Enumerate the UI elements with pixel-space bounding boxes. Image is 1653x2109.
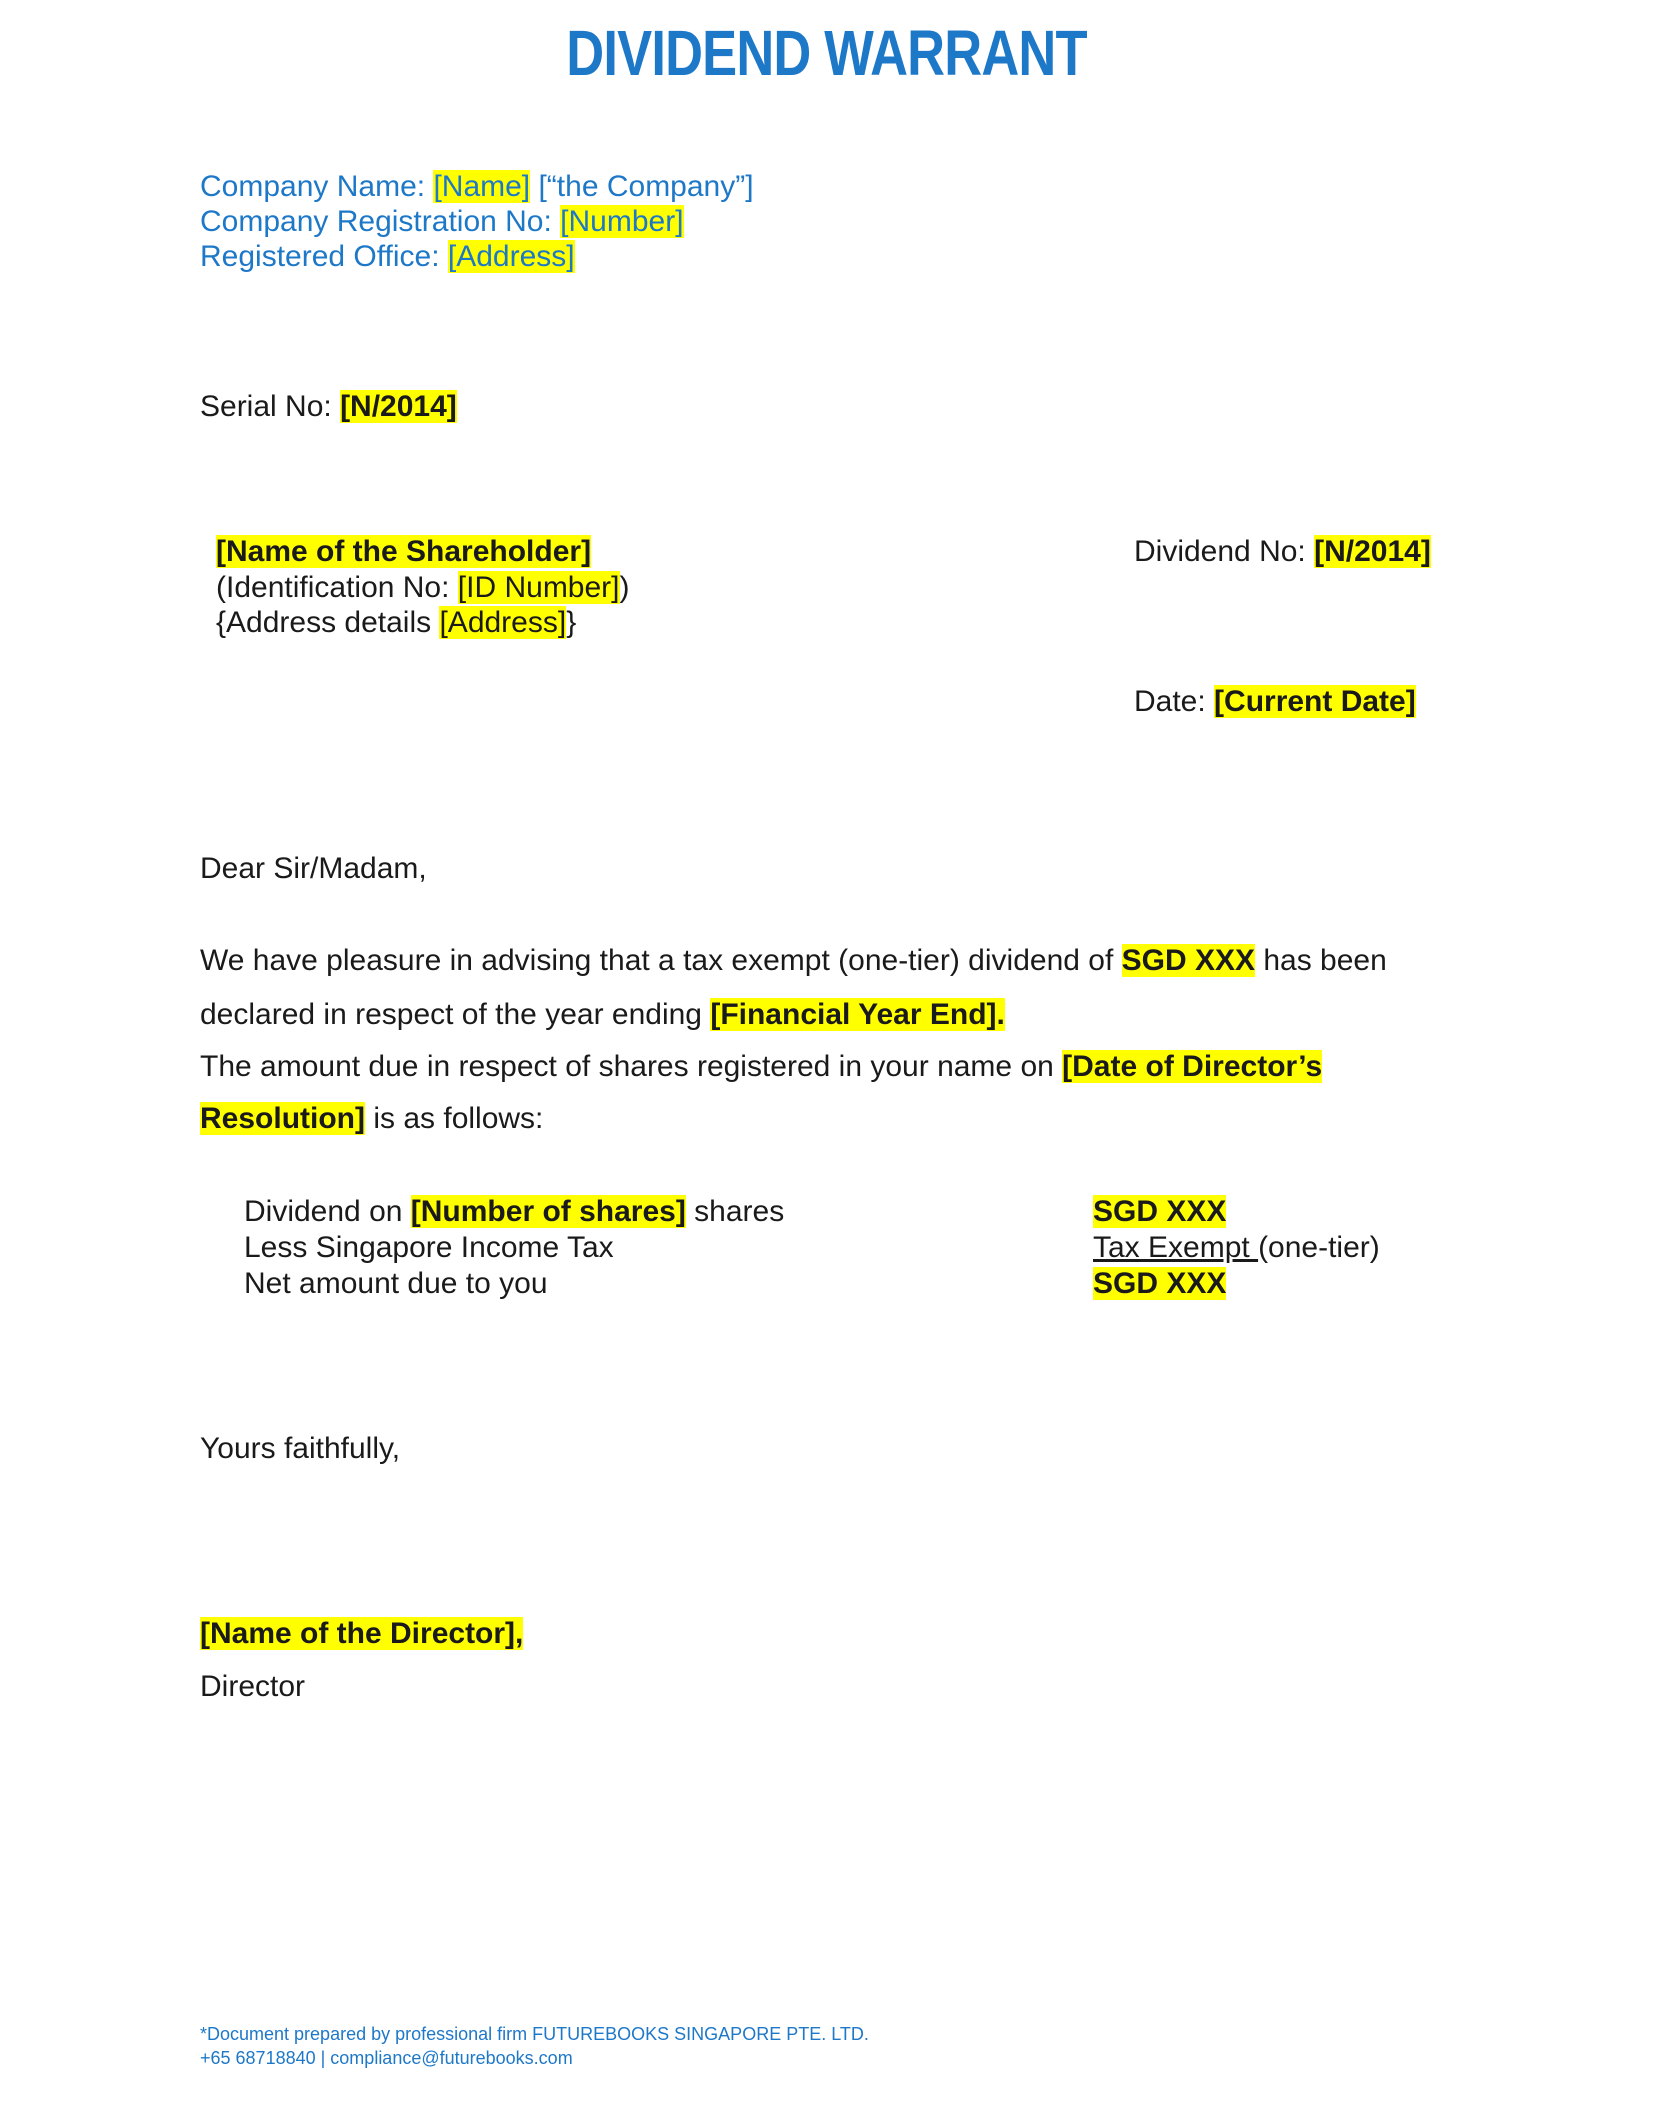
company-office-line bbox=[200, 240, 575, 274]
date-line bbox=[1134, 685, 1416, 719]
resolution-date-part2: Resolution] bbox=[200, 1102, 365, 1135]
company-office-label: Registered Office: bbox=[200, 240, 448, 273]
company-name-label: Company Name: bbox=[200, 170, 434, 203]
paragraph-line-2: declared in respect of the year ending [Financial Year End]. bbox=[200, 998, 1005, 1031]
company-reg-value: [Number] bbox=[560, 205, 684, 238]
financial-year-end: [Financial Year End]. bbox=[710, 998, 1005, 1031]
dividend-no-line bbox=[1134, 535, 1431, 569]
company-reg-line bbox=[200, 205, 684, 239]
dividend-no-label: Dividend No: bbox=[1134, 535, 1315, 568]
shareholder-id-line: (Identification No: [ID Number]) bbox=[216, 571, 630, 604]
footer-line-1: *Document prepared by professional firm FUTUREBOOKS SINGAPORE PTE. LTD. bbox=[200, 2024, 869, 2044]
company-name-suffix: [“the Company”] bbox=[530, 170, 754, 203]
company-name-line bbox=[200, 170, 754, 204]
document-title: DIVIDEND WARRANT bbox=[566, 17, 1087, 89]
serial-label: Serial No: bbox=[200, 390, 341, 423]
table-amount-tax: Tax Exempt (one-tier) bbox=[1093, 1231, 1380, 1264]
shareholder-name: [Name of the Shareholder] bbox=[216, 535, 592, 568]
table-row-tax: Less Singapore Income Tax bbox=[244, 1231, 614, 1264]
footer bbox=[200, 2022, 869, 2070]
salutation: Dear Sir/Madam, bbox=[200, 852, 427, 885]
paragraph-line-4: Resolution] is as follows: bbox=[200, 1102, 544, 1135]
company-name-value: [Name] bbox=[433, 170, 531, 203]
shareholder-address-value: [Address] bbox=[439, 606, 567, 639]
date-value: [Current Date] bbox=[1214, 685, 1416, 718]
company-reg-label: Company Registration No: bbox=[200, 205, 561, 238]
resolution-date-part1: [Date of Director’s bbox=[1062, 1050, 1323, 1083]
table-amount-net: SGD XXX bbox=[1093, 1267, 1227, 1300]
table-amount-dividend: SGD XXX bbox=[1093, 1195, 1227, 1228]
table-row-dividend: Dividend on [Number of shares] shares bbox=[244, 1195, 785, 1228]
table-row-net: Net amount due to you bbox=[244, 1267, 548, 1300]
dividend-no-value: [N/2014] bbox=[1314, 535, 1431, 568]
number-of-shares: [Number of shares] bbox=[410, 1195, 686, 1228]
footer-line-2: +65 68718840 | compliance@futurebooks.com bbox=[200, 2048, 573, 2068]
closing: Yours faithfully, bbox=[200, 1432, 401, 1465]
paragraph-line-3: The amount due in respect of shares registered in your name on [Date of Director’s bbox=[200, 1050, 1323, 1083]
director-title: Director bbox=[200, 1670, 306, 1703]
company-office-value: [Address] bbox=[447, 240, 575, 273]
director-name: [Name of the Director], bbox=[200, 1617, 524, 1650]
paragraph-line-1: We have pleasure in advising that a tax exempt (one-tier) dividend of SGD XXX has been bbox=[200, 944, 1387, 977]
dividend-amount: SGD XXX bbox=[1121, 944, 1255, 977]
date-label: Date: bbox=[1134, 685, 1215, 718]
shareholder-address-line: {Address details [Address]} bbox=[216, 606, 577, 639]
serial-line bbox=[200, 390, 457, 424]
shareholder-id-value: [ID Number] bbox=[457, 571, 620, 604]
serial-value: [N/2014] bbox=[340, 390, 457, 423]
